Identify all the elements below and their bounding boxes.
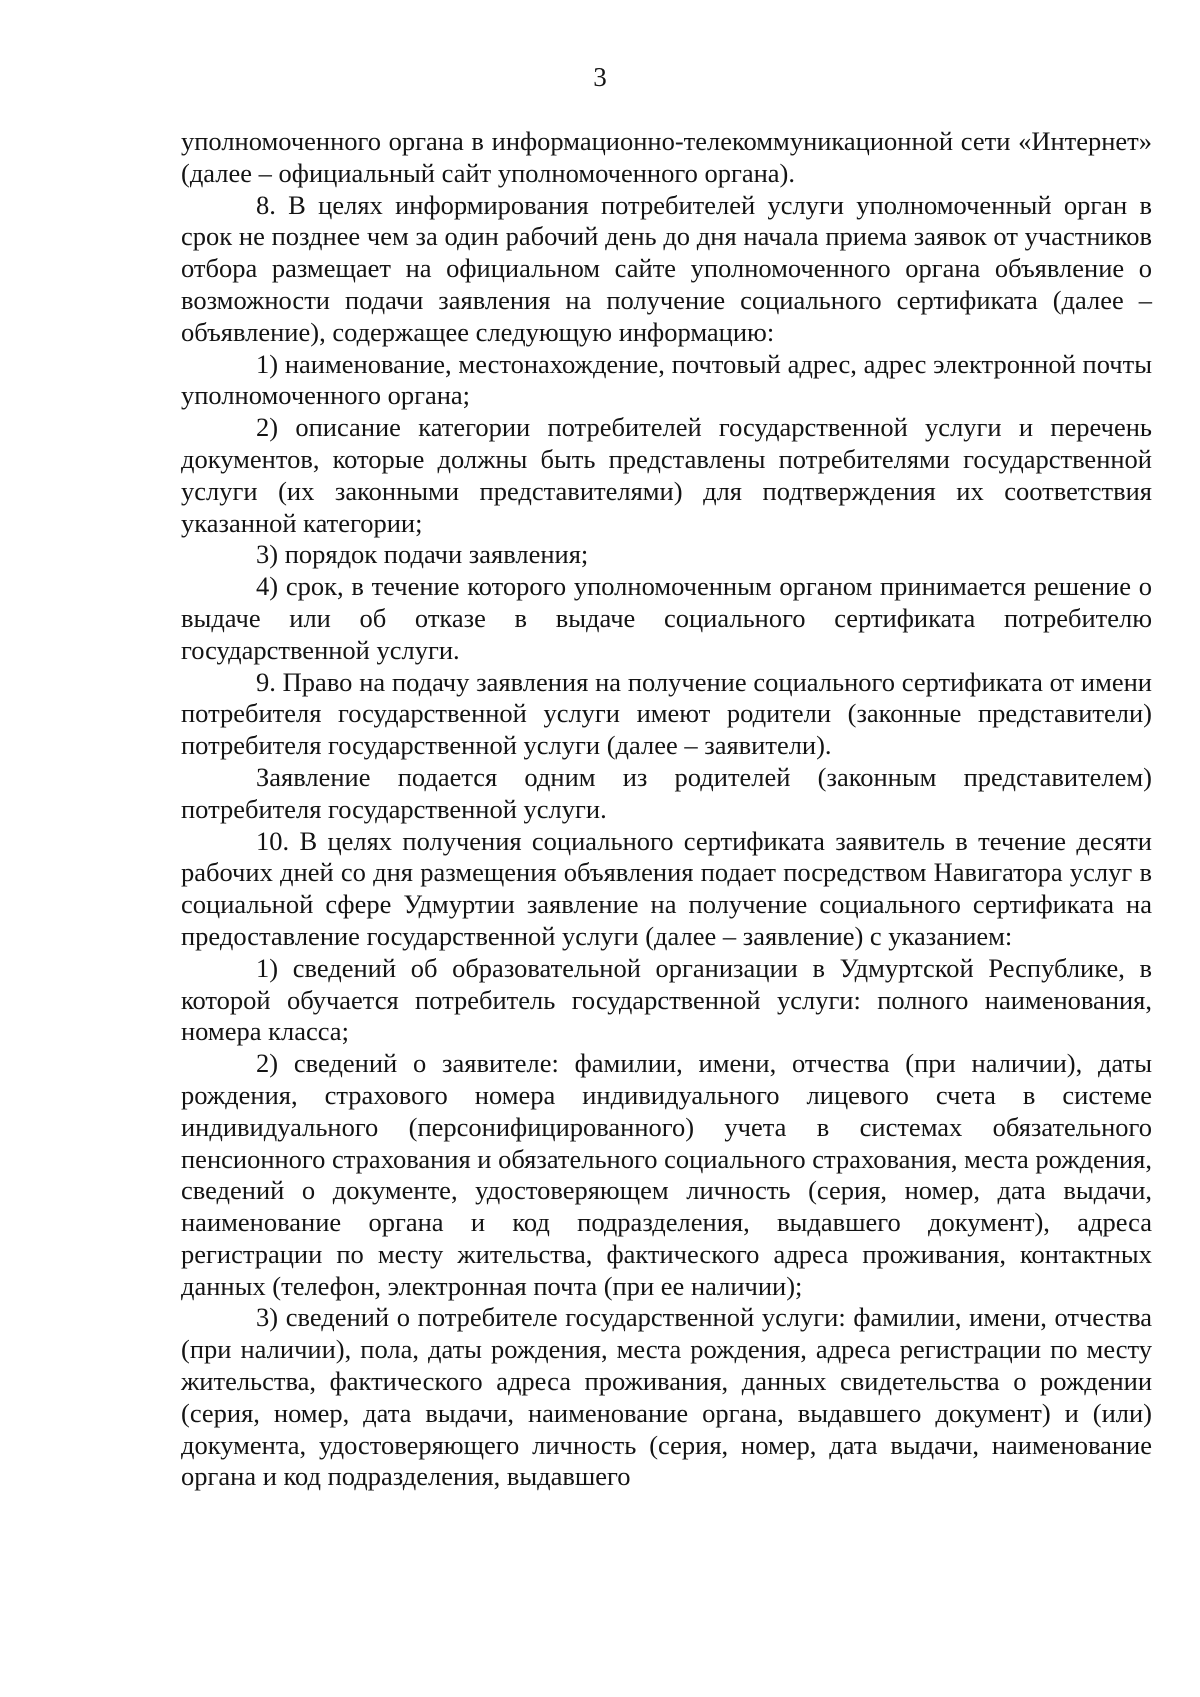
paragraph-subitem-10-1: 1) сведений об образовательной организации в Удмуртской Республике, в которой обучается потребитель государственной услуги: полного наименования, номера класса; [181,952,1152,1047]
paragraph-item-10: 10. В целях получения социального сертификата заявитель в течение десяти рабочих дней со дня размещения объявления подает посредством Навигатора услуг в социальной сфере Удмуртии заявление на получение социального сертификата на предоставление государственной услуги (далее – заявление) с указанием: [181,825,1152,951]
paragraph-subitem-8-3: 3) порядок подачи заявления; [256,539,589,570]
paragraph-item-9: 9. Право на подачу заявления на получение социального сертификата от имени потребителя государственной услуги имеют родители (законные представители) потребителя государственной услуги (далее – заявители). [181,666,1152,761]
paragraph-item-9-note: Заявление подается одним из родителей (законным представителем) потребителя государственной услуги. [181,761,1152,824]
document-body [181,126,1152,1493]
paragraph-subitem-8-2: 2) описание категории потребителей государственной услуги и перечень документов, которые должны быть представлены потребителями государственной услуги (их законными представителями) для подтверждения их соответствия указанной категории; [181,412,1152,538]
page-number: 3 [593,62,607,92]
paragraph-item-8: 8. В целях информирования потребителей услуги уполномоченный орган в срок не позднее чем за один рабочий день до дня начала приема заявок от участников отбора размещает на официальном сайте уполномоченного органа объявление о возможности подачи заявления на получение социального сертификата (далее – объявление), содержащее следующую информацию: [181,189,1152,347]
paragraph-subitem-10-3: 3) сведений о потребителе государственной услуги: фамилии, имени, отчества (при наличии), пола, даты рождения, места рождения, адреса регистрации по месту жительства, фактического адреса проживания, данных свидетельства о рождении (серия, номер, дата выдачи, наименование органа, выдавшего документ) и (или) документа, удостоверяющего личность (серия, номер, дата выдачи, наименование органа и код подразделения, выдавшего [181,1302,1152,1492]
paragraph-continuation: уполномоченного органа в информационно-телекоммуникационной сети «Интернет» (далее – официальный сайт уполномоченного органа). [181,126,1152,188]
paragraph-subitem-8-4: 4) срок, в течение которого уполномоченным органом принимается решение о выдаче или об отказе в выдаче социального сертификата потребителю государственной услуги. [181,571,1152,665]
paragraph-subitem-8-1: 1) наименование, местонахождение, почтовый адрес, адрес электронной почты уполномоченного органа; [181,348,1152,411]
paragraph-subitem-10-2: 2) сведений о заявителе: фамилии, имени, отчества (при наличии), даты рождения, страхового номера индивидуального лицевого счета в системе индивидуального (персонифицированного) учета в системах обязательного пенсионного страхования и обязательного социального страхования, места рождения, сведений о документе, удостоверяющем личность (серия, номер, дата выдачи, наименование органа и код подразделения, выдавшего документ), адреса регистрации по месту жительства, фактического адреса проживания, контактных данных (телефон, электронная почта (при ее наличии); [181,1048,1152,1301]
